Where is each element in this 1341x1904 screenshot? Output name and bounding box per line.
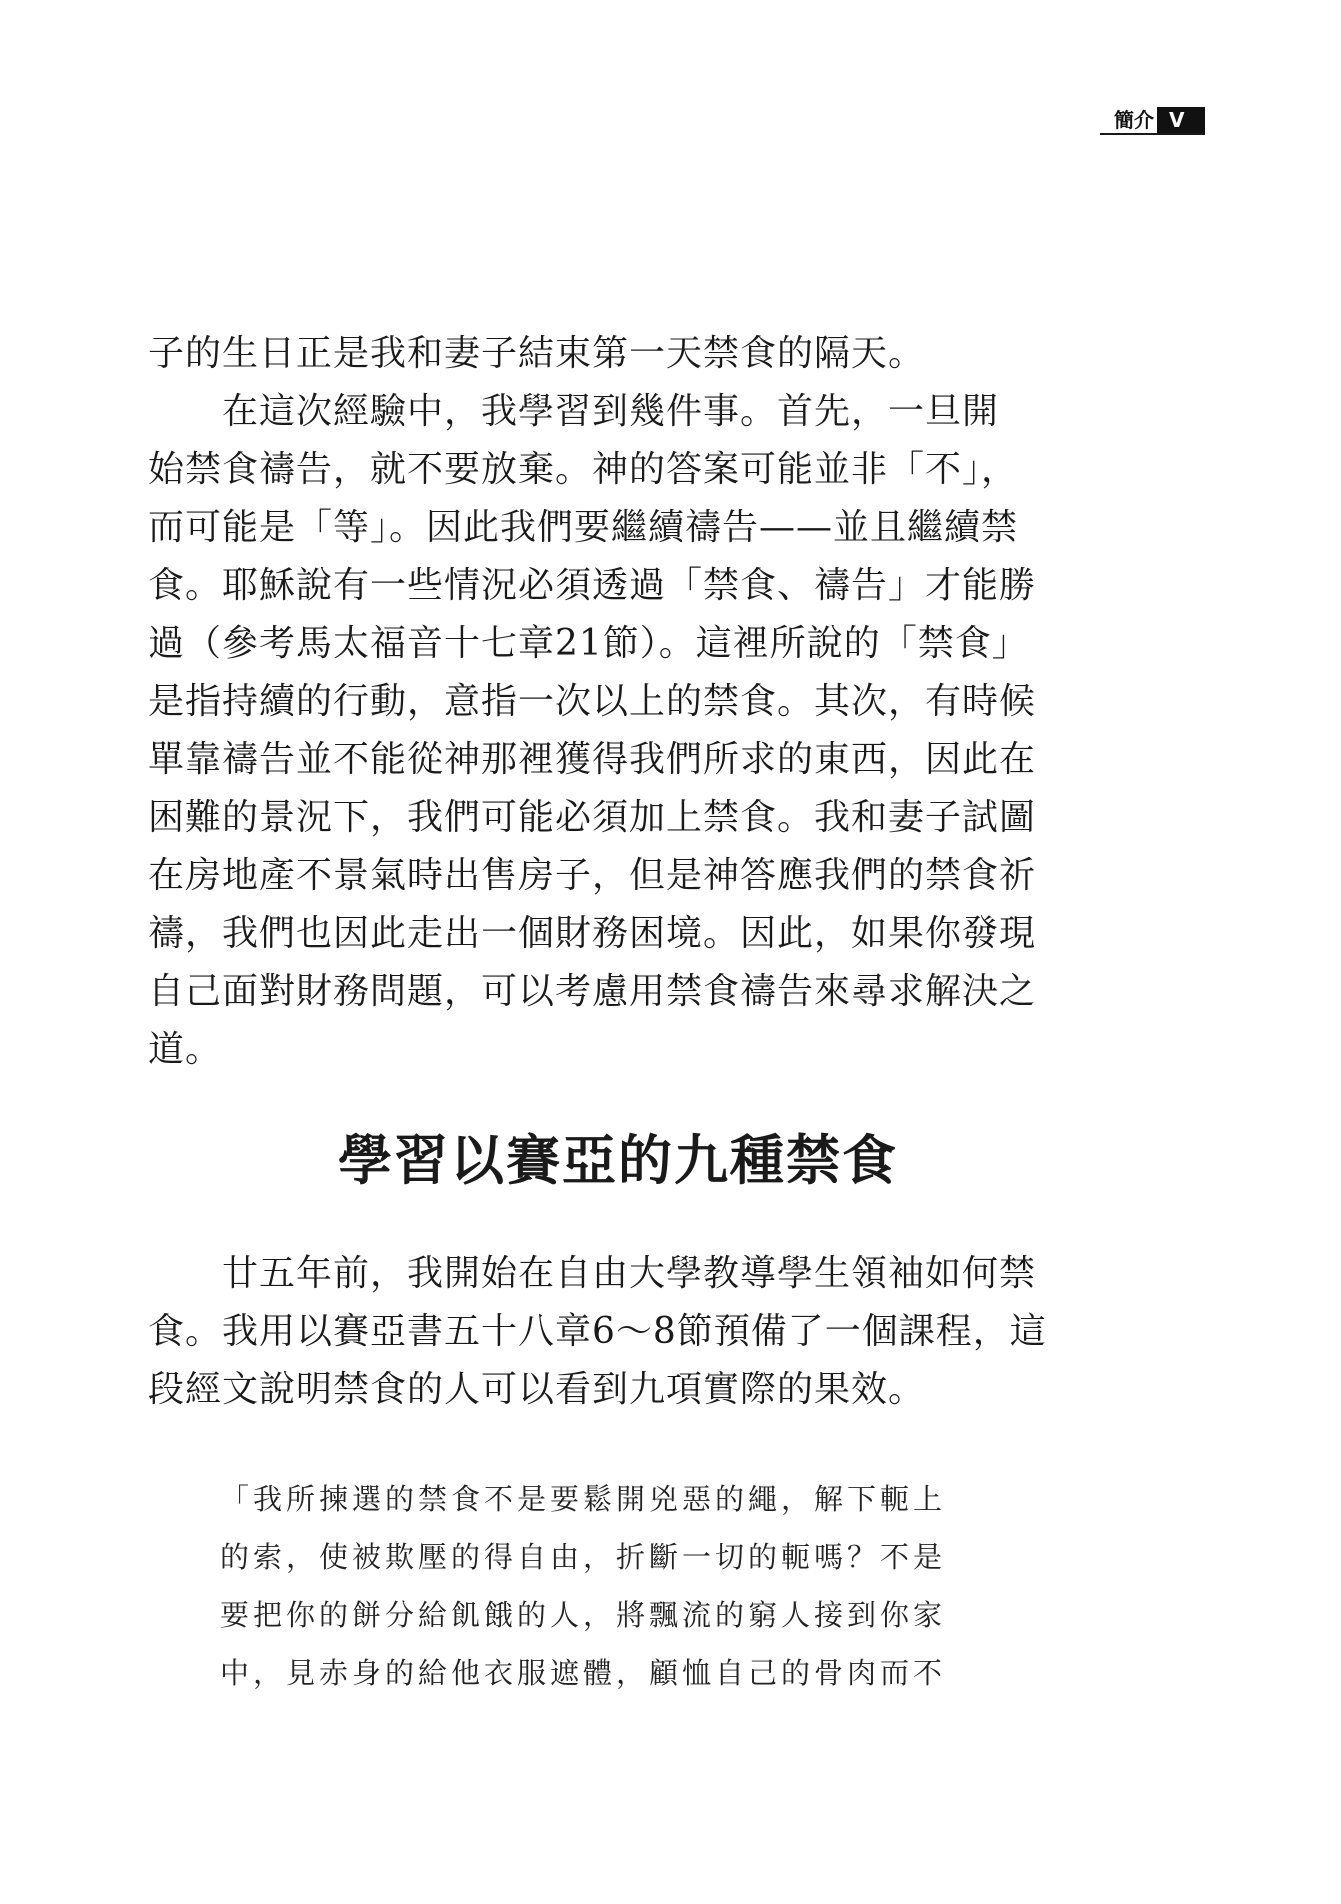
scripture-quote: 「我所揀選的禁食不是要鬆開兇惡的繩，解下軛上 的索，使被欺壓的得自由，折斷一切的軛嗎？不是 要把你的餅分給飢餓的人，將飄流的窮人接到你家 中，見赤身的給他衣服遮體，顧恤自己的骨肉而不 bbox=[220, 1482, 947, 1690]
body-paragraph-1: 子的生日正是我和妻子結束第一天禁食的隔天。 在這次經驗中，我學習到幾件事。首先，一旦開 始禁食禱告，就不要放棄。神的答案可能並非「不」， 而可能是「等」。因此我們要繼續禱告——並且繼續禁 食。耶穌說有一些情況必須透過「禁食、禱告」才能勝 過（參考馬太福音十七章21節）。這裡所說的「禁食」 是指持續的行動，意指一次以上的禁食。其次，有時候 單靠禱告並不能從神那裡獲得我們所求的東西，因此在 困難的景況下，我們可能必須加上禁食。我和妻子試圖 在房地產不景氣時出售房子，但是神答應我們的禁食祈 禱，我們也因此走出一個財務困境。因此，如果你發現 自己面對財務問題，可以考慮用禁食禱告來尋求解決之 道。 bbox=[148, 333, 1037, 1070]
header-rule bbox=[1100, 133, 1205, 135]
section-label: 簡介 bbox=[1114, 108, 1154, 132]
page-number-badge: V bbox=[1157, 107, 1205, 133]
body-paragraph-2: 廿五年前，我開始在自由大學教導學生領袖如何禁 食。我用以賽亞書五十八章6～8節預備了一個課程，這 段經文說明禁食的人可以看到九項實際的果效。 bbox=[148, 1253, 1047, 1410]
running-header bbox=[1100, 107, 1205, 135]
section-heading: 學習以賽亞的九種禁食 bbox=[338, 1128, 898, 1192]
